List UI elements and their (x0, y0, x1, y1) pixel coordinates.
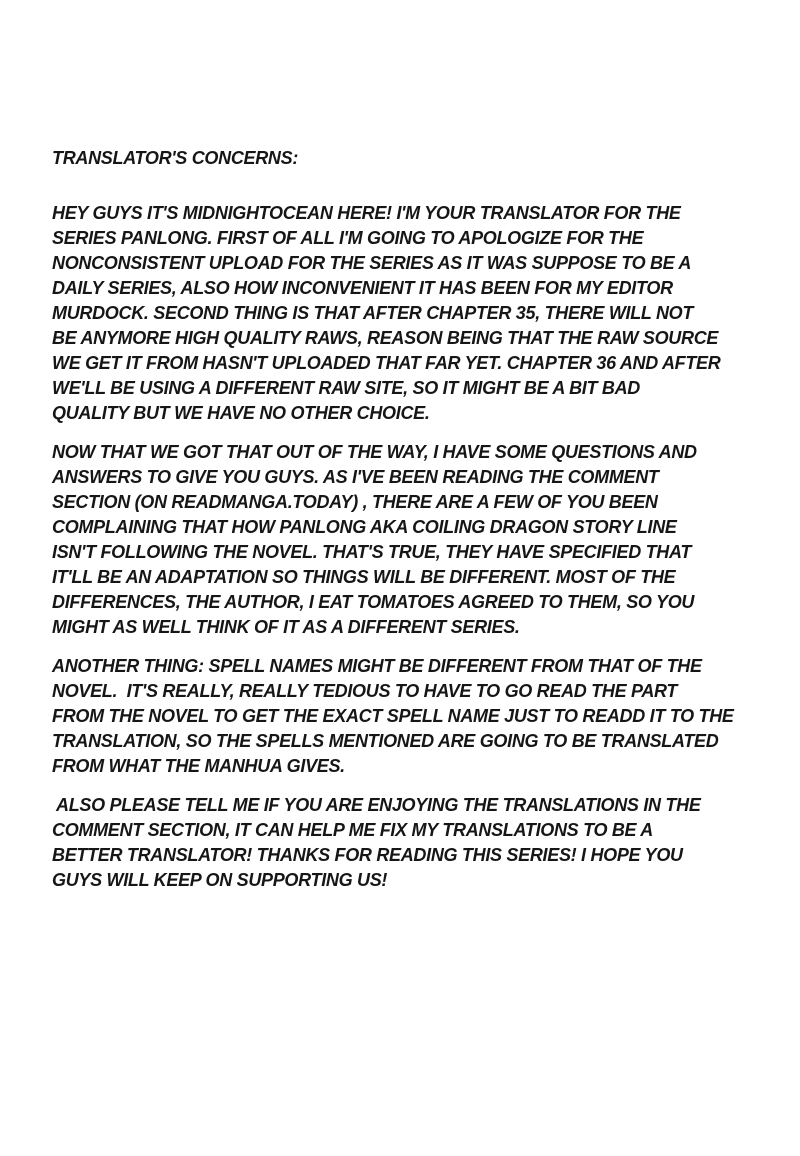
page-title: TRANSLATOR'S CONCERNS: (52, 148, 299, 168)
paragraph (52, 440, 764, 640)
paragraph (52, 793, 764, 893)
paragraphs (52, 201, 764, 893)
text-line: SECTION (ON READMANGA.TODAY) , THERE ARE A FEW OF YOU BEEN (52, 492, 658, 512)
text-line: ANSWERS TO GIVE YOU GUYS. AS I'VE BEEN READING THE COMMENT (52, 467, 659, 487)
text-line: ANOTHER THING: SPELL NAMES MIGHT BE DIFFERENT FROM THAT OF THE (52, 656, 702, 676)
text-line: ISN'T FOLLOWING THE NOVEL. THAT'S TRUE, THEY HAVE SPECIFIED THAT (52, 542, 692, 562)
text-line: COMMENT SECTION, IT CAN HELP ME FIX MY TRANSLATIONS TO BE A (52, 820, 653, 840)
text-line: DIFFERENCES, THE AUTHOR, I EAT TOMATOES AGREED TO THEM, SO YOU (52, 592, 695, 612)
text-line: FROM WHAT THE MANHUA GIVES. (52, 756, 345, 776)
text-line: IT'LL BE AN ADAPTATION SO THINGS WILL BE DIFFERENT. MOST OF THE (52, 567, 676, 587)
text-line: WE GET IT FROM HASN'T UPLOADED THAT FAR YET. CHAPTER 36 AND AFTER (52, 353, 721, 373)
text-line: COMPLAINING THAT HOW PANLONG AKA COILING DRAGON STORY LINE (52, 517, 677, 537)
text-line: MURDOCK. SECOND THING IS THAT AFTER CHAPTER 35, THERE WILL NOT (52, 303, 694, 323)
text-line: GUYS WILL KEEP ON SUPPORTING US! (52, 870, 388, 890)
text-line: NONCONSISTENT UPLOAD FOR THE SERIES AS IT WAS SUPPOSE TO BE A (52, 253, 692, 273)
text-line: FROM THE NOVEL TO GET THE EXACT SPELL NAME JUST TO READD IT TO THE (52, 706, 734, 726)
text-line: NOW THAT WE GOT THAT OUT OF THE WAY, I HAVE SOME QUESTIONS AND (52, 442, 697, 462)
text-line: NOVEL. IT'S REALLY, REALLY TEDIOUS TO HAVE TO GO READ THE PART (52, 681, 678, 701)
translator-note (52, 146, 764, 907)
text-line: SERIES PANLONG. FIRST OF ALL I'M GOING TO APOLOGIZE FOR THE (52, 228, 644, 248)
text-line: WE'LL BE USING A DIFFERENT RAW SITE, SO IT MIGHT BE A BIT BAD (52, 378, 640, 398)
text-line: BE ANYMORE HIGH QUALITY RAWS, REASON BEING THAT THE RAW SOURCE (52, 328, 719, 348)
paragraph (52, 201, 764, 426)
text-line: BETTER TRANSLATOR! THANKS FOR READING THIS SERIES! I HOPE YOU (52, 845, 683, 865)
text-line: ALSO PLEASE TELL ME IF YOU ARE ENJOYING THE TRANSLATIONS IN THE (52, 795, 701, 815)
paragraph (52, 654, 764, 779)
text-line: DAILY SERIES, ALSO HOW INCONVENIENT IT HAS BEEN FOR MY EDITOR (52, 278, 673, 298)
text-line: TRANSLATION, SO THE SPELLS MENTIONED ARE GOING TO BE TRANSLATED (52, 731, 719, 751)
text-line: HEY GUYS IT'S MIDNIGHTOCEAN HERE! I'M YOUR TRANSLATOR FOR THE (52, 203, 681, 223)
text-line: MIGHT AS WELL THINK OF IT AS A DIFFERENT SERIES. (52, 617, 520, 637)
text-line: QUALITY BUT WE HAVE NO OTHER CHOICE. (52, 403, 430, 423)
